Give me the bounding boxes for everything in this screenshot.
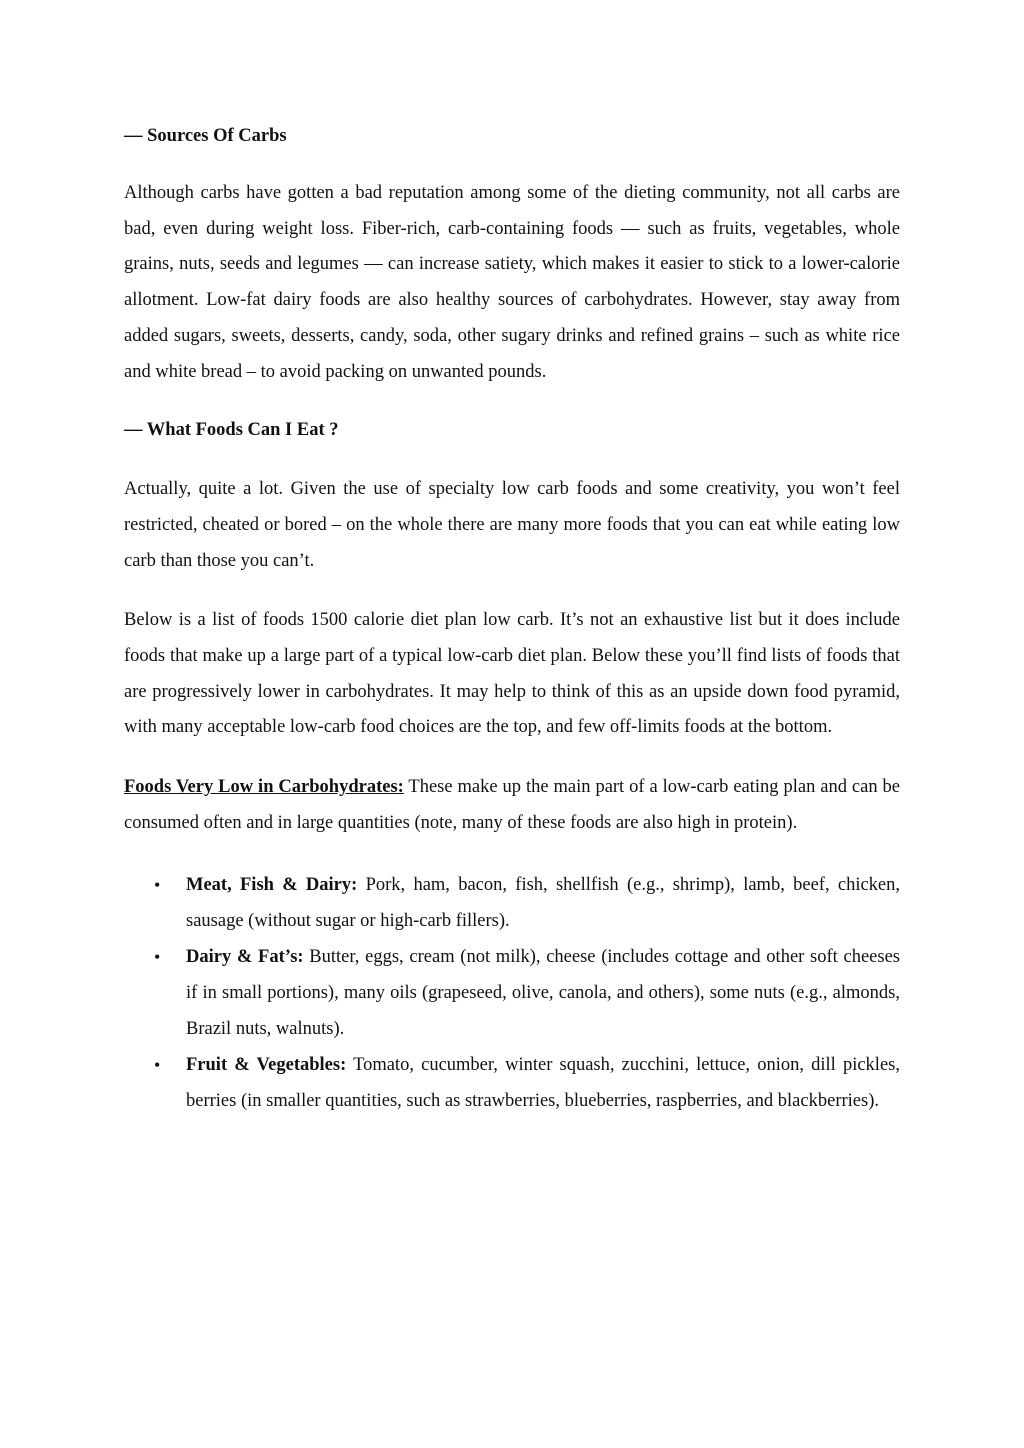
paragraph-very-low-carbs	[124, 770, 900, 841]
list-item-label: Meat, Fish & Dairy:	[186, 874, 358, 895]
bullet-icon: •	[154, 874, 161, 895]
section-heading-sources-of-carbs: — Sources Of Carbs	[124, 126, 287, 146]
section-heading-what-foods: — What Foods Can I Eat ?	[124, 420, 339, 441]
list-item	[124, 867, 900, 939]
document-page	[124, 118, 900, 1119]
list-item-text: Butter, eggs, cream (not milk), cheese (includes cottage and other soft cheeses if in small portions), many oils (grapeseed, olive, canola, and others), some nuts (e.g., almonds, Brazil nuts, walnuts).	[186, 946, 900, 1039]
paragraph-food-list-intro: Below is a list of foods 1500 calorie diet plan low carb. It’s not an exhaustive list but it does include foods that make up a large part of a typical low-carb diet plan. Below these you’ll find lists of foods that are progressively lower in carbohydrates. It may help to think of this as an upside down food pyramid, with many acceptable low-carb food choices are the top, and few off-limits foods at the bottom.	[124, 610, 900, 738]
spacer	[124, 390, 900, 412]
list-item	[124, 939, 900, 1047]
spacer	[124, 448, 900, 472]
spacer	[124, 579, 900, 603]
spacer	[124, 154, 900, 176]
food-bullet-list	[124, 867, 900, 1119]
list-item-text: Pork, ham, bacon, fish, shellfish (e.g., shrimp), lamb, beef, chicken, sausage (without sugar or high-carb fillers).	[186, 874, 901, 931]
list-item-label: Dairy & Fat’s:	[186, 946, 304, 967]
bullet-icon: •	[154, 1054, 161, 1075]
paragraph-what-foods-intro: Actually, quite a lot. Given the use of specialty low carb foods and some creativity, you won’t feel restricted, cheated or bored – on the whole there are many more foods that you can eat while eating low carb than those you can’t.	[124, 479, 900, 571]
spacer	[124, 746, 900, 770]
list-item-label: Fruit & Vegetables:	[186, 1054, 347, 1075]
very-low-carbs-text: These make up the main part of a low-carb eating plan and can be consumed often and in large quantities (note, many of these foods are also high in protein).	[124, 777, 900, 833]
list-item-text: Tomato, cucumber, winter squash, zucchini, lettuce, onion, dill pickles, berries (in smaller quantities, such as strawberries, blueberries, raspberries, and blackberries).	[186, 1054, 900, 1111]
very-low-carbs-label: Foods Very Low in Carbohydrates:	[124, 777, 404, 798]
spacer	[124, 842, 900, 867]
bullet-icon: •	[154, 946, 161, 967]
list-item	[124, 1047, 900, 1119]
paragraph-sources-of-carbs: Although carbs have gotten a bad reputation among some of the dieting community, not all carbs are bad, even during weight loss. Fiber-rich, carb-containing foods — such as fruits, vegetables, whole grains, nuts, seeds and legumes — can increase satiety, which makes it easier to stick to a lower-calorie allotment. Low-fat dairy foods are also healthy sources of carbohydrates. However, stay away from added sugars, sweets, desserts, candy, soda, other sugary drinks and refined grains – such as white rice and white bread – to avoid packing on unwanted pounds.	[124, 183, 900, 382]
